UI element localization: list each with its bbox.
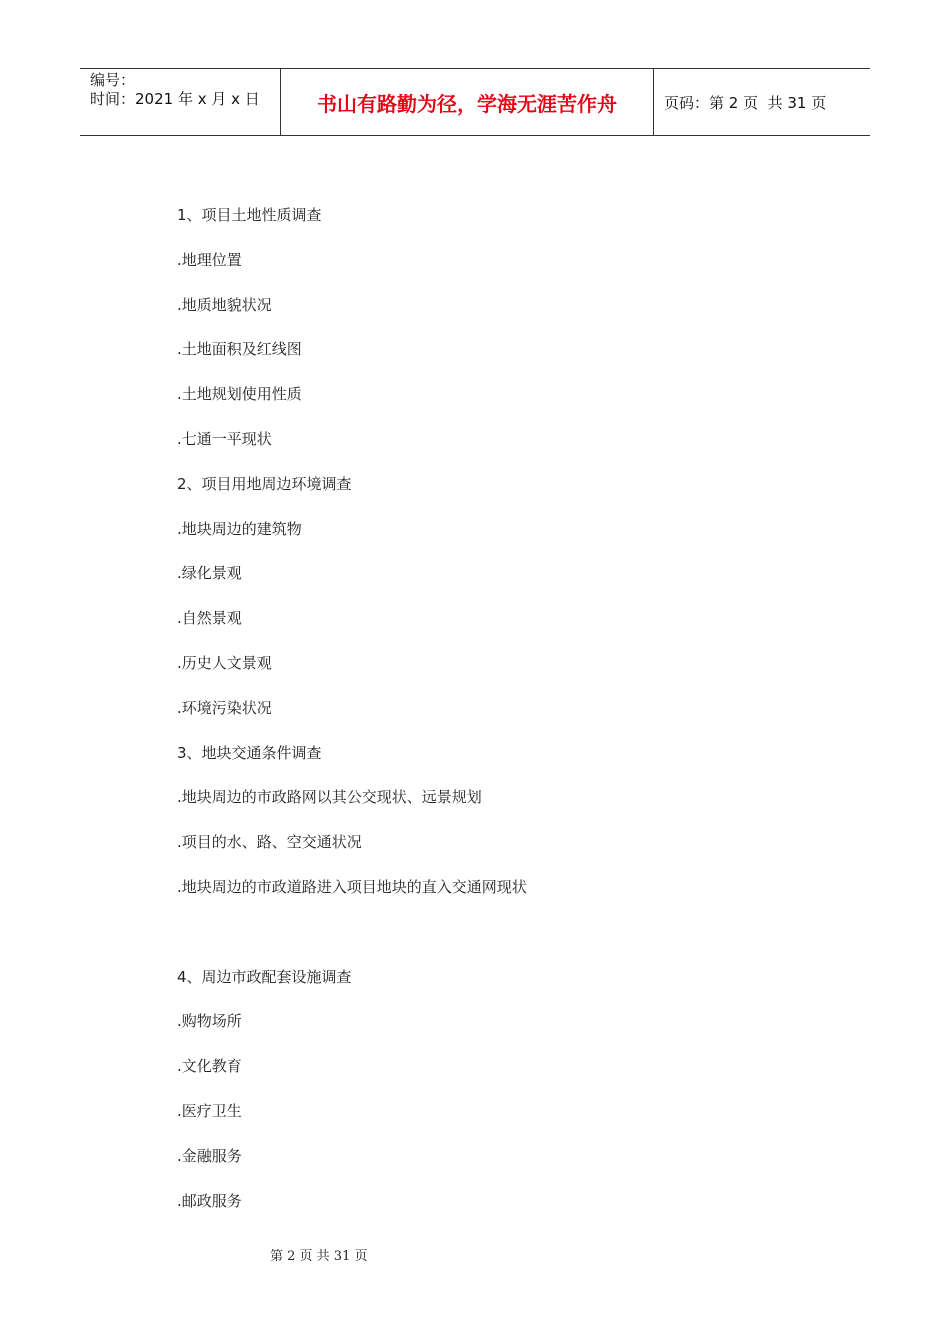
header-meta: [80, 69, 281, 135]
list-item: .历史人文景观: [177, 653, 272, 672]
document-header: [80, 68, 870, 136]
list-item: .地理位置: [177, 250, 242, 269]
page-footer: [270, 1245, 670, 1264]
document-body: [177, 202, 827, 1232]
list-item: .环境污染状况: [177, 698, 272, 717]
list-item: .地块周边的市政路网以其公交现状、远景规划: [177, 788, 482, 807]
list-item: .文化教育: [177, 1057, 242, 1076]
list-item: .自然景观: [177, 609, 242, 628]
list-item: .地质地貌状况: [177, 295, 272, 314]
footer-page-number: 第 2 页 共 31 页: [270, 1249, 368, 1264]
list-item: .土地规划使用性质: [177, 385, 302, 404]
list-item: .项目的水、路、空交通状况: [177, 833, 362, 852]
section-heading: 1、项目土地性质调查: [177, 206, 322, 224]
list-item: .医疗卫生: [177, 1101, 242, 1120]
list-item: .金融服务: [177, 1146, 242, 1165]
header-time-label: 时间：2021 年 x 月 x 日: [90, 90, 260, 108]
list-item: .邮政服务: [177, 1191, 242, 1210]
header-page-info: 页码：第 2 页 共 31 页: [664, 93, 827, 112]
list-item: .地块周边的市政道路进入项目地块的直入交通网现状: [177, 877, 527, 896]
section-heading: 4、周边市政配套设施调查: [177, 967, 352, 986]
list-item: .购物场所: [177, 1012, 242, 1031]
section-heading: 2、项目用地周边环境调查: [177, 474, 352, 493]
list-item: .七通一平现状: [177, 429, 272, 448]
header-number-label: 编号：: [90, 71, 136, 89]
header-motto: 书山有路勤为径，学海无涯苦作舟: [281, 69, 654, 135]
list-item: .土地面积及红线图: [177, 340, 302, 359]
list-item: .地块周边的建筑物: [177, 519, 302, 538]
section-heading: 3、地块交通条件调查: [177, 743, 322, 762]
list-item: .绿化景观: [177, 564, 242, 583]
blank-line: [177, 919, 827, 964]
